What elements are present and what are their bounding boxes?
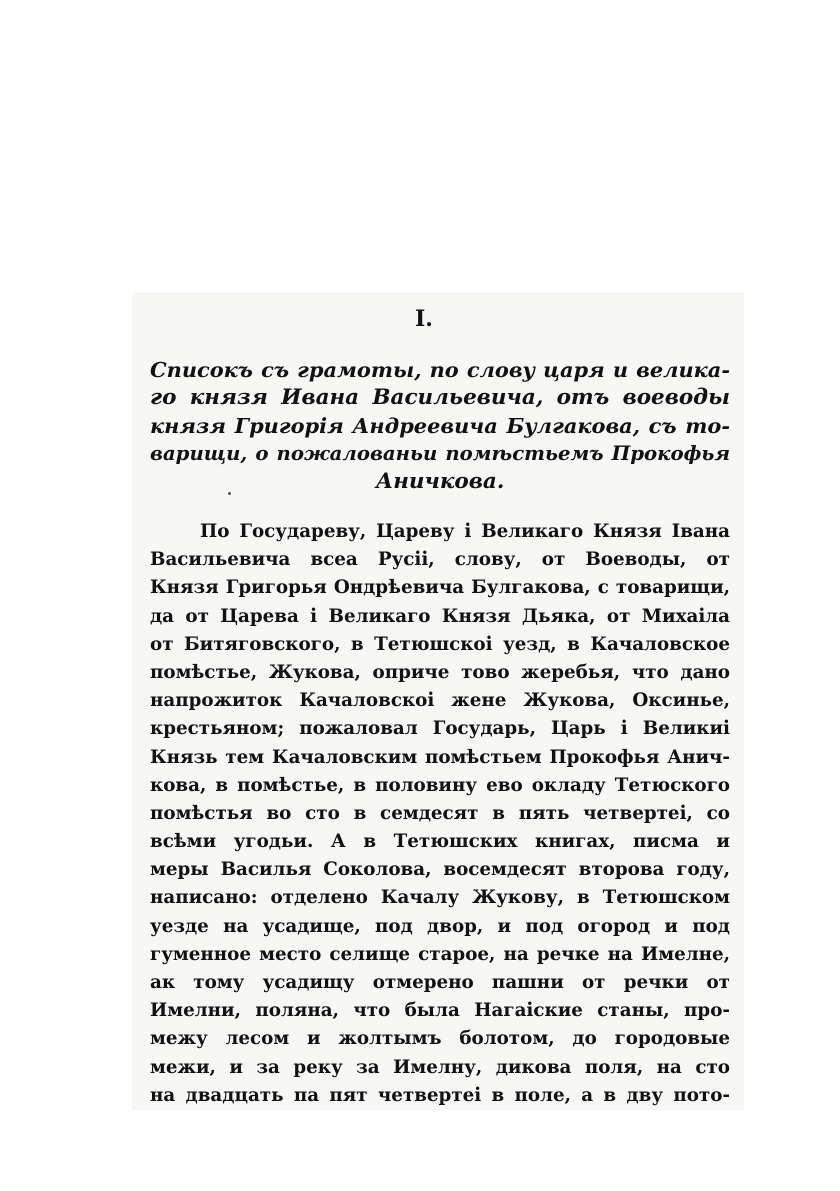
body-line: межу лесом и жолтымъ болотом, до городовые <box>150 1028 730 1050</box>
heading-line: го князя Ивана Васильевича, отъ воеводы <box>150 385 730 410</box>
body-line: крестьяном; пожаловал Государь, Царь і Великиі <box>150 718 730 740</box>
body-line: да от Царева і Великаго Князя Дьяка, от Михаіла <box>150 605 730 627</box>
body-paragraph <box>150 518 730 1110</box>
heading-line: Списокъ съ грамоты, по слову царя и велика- <box>150 357 730 382</box>
body-line: кова, в помѣстье, в половину ево окладу Тетюского <box>150 774 730 796</box>
body-line: на двадцать па пят четвертеі в поле, а в дву пото- <box>150 1084 730 1106</box>
body-line: помѣстья во сто в семдесят в пять четвертеі, со <box>150 802 730 824</box>
body-line: уезде на усадище, под двор, и под огород и под <box>150 915 730 937</box>
heading-line: князя Григорія Андреевича Булгакова, съ то- <box>150 413 730 438</box>
body-line: межи, и за реку за Имелну, дикова поля, на сто <box>150 1056 730 1078</box>
print-speck <box>228 492 231 495</box>
body-line: от Битяговского, в Тетюшскоі уезд, в Качаловское <box>150 633 730 655</box>
body-line: Имелни, поляна, что была Нагаіские станы, про- <box>150 1000 730 1022</box>
body-line: написано: отделено Качалу Жукову, в Тетюшском <box>150 887 730 909</box>
body-line: помѣстье, Жукова, опричe тово жеребья, что дано <box>150 661 730 683</box>
body-line: Васильевича всеа Русіі, слову, от Воеводы, от <box>150 549 730 571</box>
body-line: меры Василья Соколова, восемдесят вторoва году, <box>150 859 730 881</box>
body-line: ак тому усадищу отмерено пашни от речки от <box>150 972 730 993</box>
body-line: гуменное место селище старое, на речке на Имелне, <box>150 943 730 965</box>
body-line: напрожиток Качаловскоі жене Жукова, Оксинье, <box>150 690 730 712</box>
body-line: всѣми угодьи. А в Тетюшских книгах, писма и <box>150 831 730 853</box>
heading-line: варищи, о пожалованьи помѣстьемъ Прокофья <box>150 442 730 465</box>
body-line: По Государеву, Цареву і Великаго Князя Івана <box>200 521 730 542</box>
section-numeral: I. <box>415 306 433 332</box>
heading-line: Аничкова. <box>375 469 505 494</box>
body-line: Князя Григорья Ондрѣевича Булгакова, с товарищи, <box>150 577 730 599</box>
body-line: Князь тем Качаловским помѣстьем Прокофья Анич- <box>150 746 730 768</box>
document-heading <box>150 356 730 496</box>
